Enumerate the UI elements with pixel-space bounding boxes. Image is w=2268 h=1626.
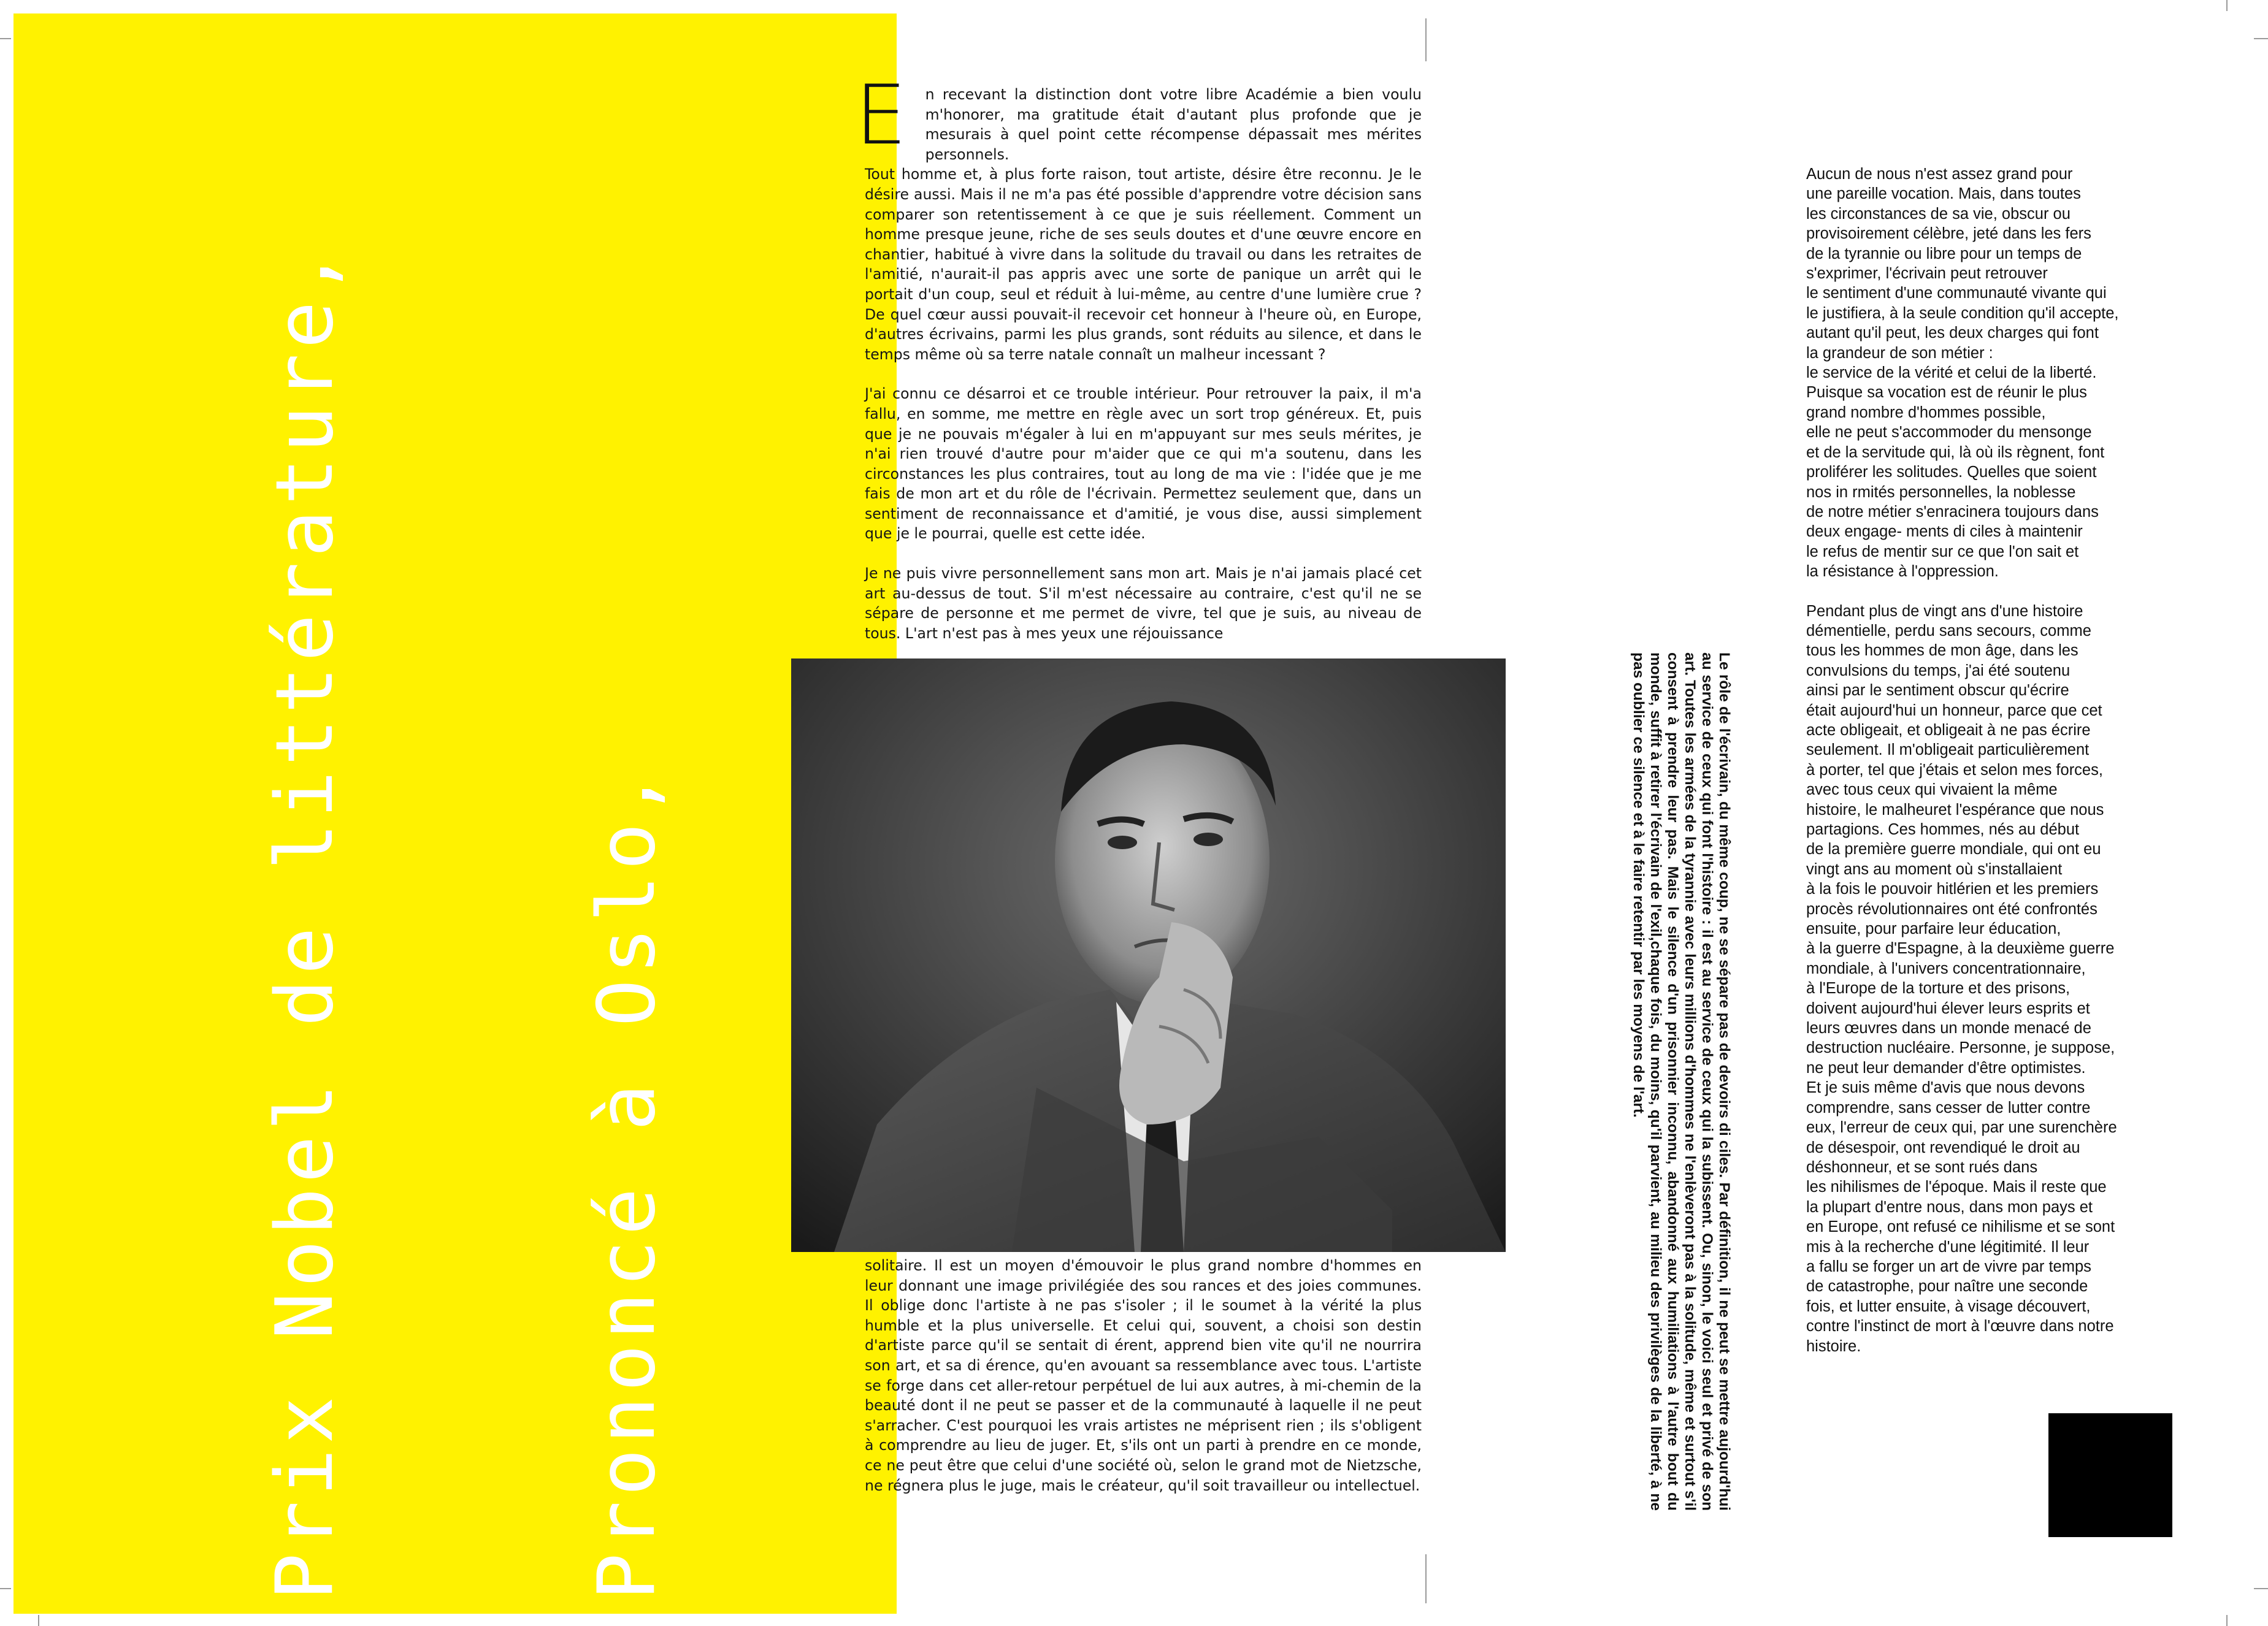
crop-mark [0,38,11,39]
rotated-paragraph-wrapper [1567,652,1733,1511]
speech-paragraph: Je ne puis vivre personnellement sans mon art. Mais je n'ai jamais placé cet art au-dessus de tout. S'il m'est nécessaire au contraire, c'est qu'il ne se sépare de personne et me permet de vivre, tel que je suis, au niveau de tous. L'art n'est pas à mes yeux une réjouissance [865,565,1422,642]
right-paragraph: Pendant plus de vingt ans d'une histoire démentielle, perdu sans secours, comme tous les hommes de mon âge, dans les convulsions du temps, j'ai été soutenu ainsi par le sentiment obscur qu'écrire était aujourd'hui un honneur, parce que cet acte obligeait, et obligeait à ne pas écrire seulement. Il m'obligeait particulièrement à porter, tel que j'étais et selon mes forces, avec tous ceux qui vivaient la même histoire, le malheuret l'espérance que nous partagions. Ces hommes, nés au début de la première guerre mondiale, qui ont eu vingt ans au moment où s'installaient à la fois le pouvoir hitlérien et les premiers procès révolutionnaires ont été confrontés ensuite, pour parfaire leur éducation, à la guerre d'Espagne, à la deuxième guerre mondiale, à l'univers concentrationnaire, à l'Europe de la torture et des prisons, doivent aujourd'hui élever leurs esprits et leurs œuvres dans un monde menacé de destruction nucléaire. Personne, je suppose, ne peut leur demander d'être optimistes. Et je suis même d'avis que nous devons comprendre, sans cesser de lutter contre eux, l'erreur de ceux qui, par une surenchère de désespoir, ont revendiqué le droit au déshonneur, et se sont rués dans les nihilismes de l'époque. Mais il reste que la plupart d'entre nous, dans mon pays et en Europe, ont refusé ce nihilisme et se sont mis à la recherche d'une légitimité. Il leur a fallu se forger un art de vivre par temps de catastrophe, pour naître une seconde fois, et lutter ensuite, à visage découvert, contre l'instinct de mort à l'œuvre dans notre histoire. [1806,602,2117,1355]
crop-mark [2254,1588,2268,1589]
speech-column [855,67,1422,663]
speech-paragraph [855,67,1422,164]
drop-cap: E [855,67,907,163]
crop-mark [2254,38,2268,39]
crop-mark [1425,1554,1427,1603]
crop-mark [2226,1615,2228,1626]
crop-mark [0,1588,11,1589]
title-line-1: Prix Nobel de littérature, [259,244,351,1600]
speech-paragraph: Tout homme et, à plus forte raison, tout artiste, désire être reconnu. Je le désire aussi. Mais il ne m'a pas été possible d'apprendre votre décision sans comparer son retentissement à ce que je suis réellement. Comment un homme presque jeune, riche de ses seuls doutes et d'une œuvre encore en chantier, habitué à vivre dans la solitude du travail ou dans les retraites de l'amitié, n'aurait-il pas appris avec une sorte de panique un arrêt qui le portait d'un coup, seul et réduit à lui-même, au centre d'une lumière crue ? De quel cœur aussi pouvait-il recevoir cet honneur à l'heure où, en Europe, d'autres écrivains, parmi les plus grands, sont réduits au silence, et dans le temps même où sa terre natale connaît un malheur incessant ? [865,166,1422,363]
speech-text: n recevant la distinction dont votre libre Académie a bien voulu m'honorer, ma gratitude était d'autant plus profonde que je mesurais à quel point cette récompense dépassait mes mérites personnels. [925,86,1422,163]
rotated-paragraph: Le rôle de l'écrivain, du même coup, ne se sépare pas de devoirs di ciles. Par définition, il ne peut se mettre aujourd'hui au service de ceux qui font l'histoire : il est au service de ceux qui la subissent. Ou, sinon, le voici seul et privé de son art. Toutes les armées de la tyrannie avec leurs millions d'hommes ne l'enlèveront pas à la solitude, même et surtout s'il consent à prendre leur pas. Mais le silence d'un prisonnier inconnu, abandonné aux humiliations à l'autre bout du monde, suffit à retirer l'écrivain de l'exil,chaque fois, du moins, qu'il parvient, au milieu des privilèges de la liberté, à ne pas oublier ce silence et à le faire retentir par les moyens de l'art. [1630,652,1733,1511]
speech-paragraph: solitaire. Il est un moyen d'émouvoir le plus grand nombre d'hommes en leur donnant une image privilégiée des sou rances et des joies communes. Il oblige donc l'artiste à ne pas s'isoler ; il le soumet à la vérité la plus humble et la plus universelle. Et celui qui, souvent, a choisi son destin d'artiste parce qu'il se sentait di érent, apprend bien vite qu'il ne nourrira son art, et sa di érence, qu'en avouant sa ressemblance avec tous. L'artiste se forge dans cet aller-retour perpétuel de lui aux autres, à mi-chemin de la beauté dont il ne peut se passer et de la communauté à laquelle il ne peut s'arracher. C'est pourquoi les vrais artistes ne méprisent rien ; ils s'obligent à comprendre au lieu de juger. Et, s'ils ont un parti à prendre en ce monde, ce ne peut être que celui d'une société où, selon le grand mot de Nietzsche, ne régnera plus le juge, mais le créateur, qu'il soit travailleur ou intellectuel. [865,1257,1422,1494]
speech-column-bottom [865,1256,1422,1495]
title-line-2: Prononcé à Oslo, [581,766,673,1600]
portrait-image [791,658,1506,1252]
right-column [1806,164,2186,1376]
portrait-photo [791,658,1506,1252]
crop-mark [38,1615,39,1626]
black-square [2048,1413,2172,1537]
crop-mark [2226,0,2228,11]
right-paragraph: Aucun de nous n'est assez grand pour une pareille vocation. Mais, dans toutes les circonstances de sa vie, obscur ou provisoirement célèbre, jeté dans les fers de la tyrannie ou libre pour un temps de s'exprimer, l'écrivain peut retrouver le sentiment d'une communauté vivante qui le justifiera, à la seule condition qu'il accepte, autant qu'il peut, les deux charges qui font la grandeur de son métier : le service de la vérité et celui de la liberté. Puisque sa vocation est de réunir le plus grand nombre d'hommes possible, elle ne peut s'accommoder du mensonge et de la servitude qui, là où ils règnent, font proliférer les solitudes. Quelles que soient nos in rmités personnelles, la noblesse de notre métier s'enracinera toujours dans deux engage- ments di ciles à maintenir le refus de mentir sur ce que l'on sait et la résistance à l'oppression. [1806,166,2119,581]
crop-mark [1425,18,1427,61]
speech-paragraph: J'ai connu ce désarroi et ce trouble intérieur. Pour retrouver la paix, il m'a fallu, en somme, me mettre en règle avec un sort trop généreux. Et, puis que je ne pouvais m'égaler à lui en m'appuyant sur mes seuls mérites, je n'ai rien trouvé d'autre pour m'aider que ce qui m'a soutenu, dans les circonstances les plus contraires, tout au long de ma vie : l'idée que je me fais de mon art et du rôle de l'écrivain. Permettez seulement que, dans un sentiment de reconnaissance et d'amitié, je vous dise, aussi simplement que je le pourrai, quelle est cette idée. [865,385,1422,543]
